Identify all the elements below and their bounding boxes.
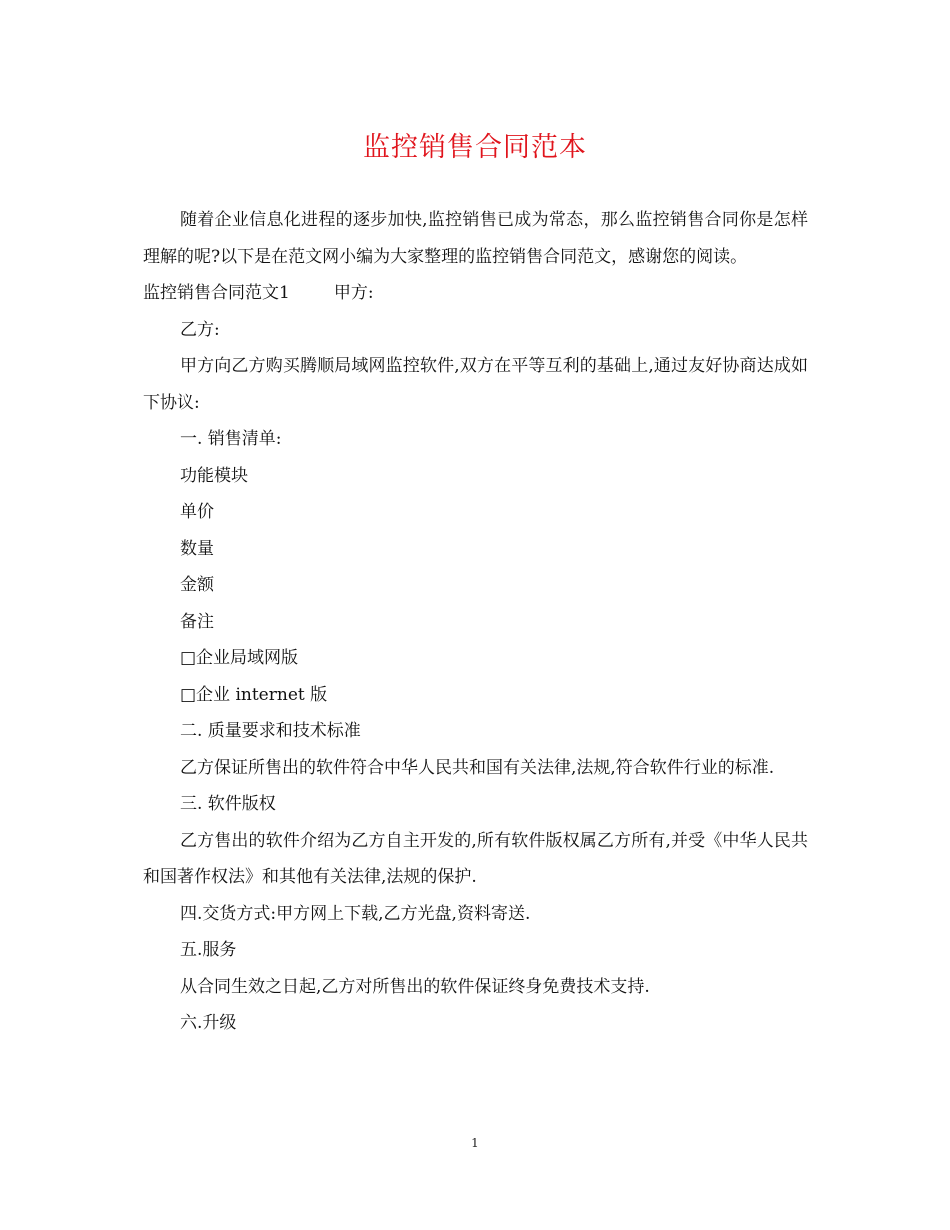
agreement-paragraph: 甲方向乙方购买腾顺局域网监控软件,双方在平等互利的基础上,通过友好协商达成如下协议: xyxy=(143,356,808,413)
quality-paragraph: 乙方保证所售出的软件符合中华人民共和国有关法律,法规,符合软件行业的标准. xyxy=(180,757,775,778)
section-quality-standards: 二. 质量要求和技术标准 xyxy=(180,721,361,741)
document-title: 监控销售合同范本 xyxy=(363,132,587,163)
section-delivery-method: 四.交货方式:甲方网上下载,乙方光盘,资料寄送. xyxy=(180,903,531,924)
section-software-copyright: 三. 软件版权 xyxy=(180,794,276,814)
list-item-amount: 金额 xyxy=(180,575,214,595)
list-item-remarks: 备注 xyxy=(180,611,214,632)
contract-sample-heading: 监控销售合同范文1 xyxy=(143,283,290,303)
list-item-unit-price: 单价 xyxy=(180,502,214,522)
copyright-paragraph: 乙方售出的软件介绍为乙方自主开发的,所有软件版权属乙方所有,并受《中华人民共和国著作权法》和其他有关法律,法规的保护. xyxy=(143,830,808,887)
option-lan-edition: □企业局域网版 xyxy=(180,648,299,668)
option-internet-edition: □企业 internet 版 xyxy=(180,684,328,705)
intro-paragraph: 随着企业信息化进程的逐步加快,监控销售已成为常态，那么监控销售合同你是怎样理解的呢?以下是在范文网小编为大家整理的监控销售合同范文，感谢您的阅读。 xyxy=(143,210,808,267)
contract-heading-line xyxy=(143,275,808,312)
section-sales-list: 一. 销售清单: xyxy=(180,429,282,449)
list-item-quantity: 数量 xyxy=(180,538,214,559)
section-service: 五.服务 xyxy=(180,940,237,960)
page-number: 1 xyxy=(471,1136,479,1150)
section-upgrade: 六.升级 xyxy=(180,1013,237,1033)
service-paragraph: 从合同生效之日起,乙方对所售出的软件保证终身免费技术支持. xyxy=(180,976,650,997)
party-b-label: 乙方: xyxy=(180,319,220,340)
list-item-function-module: 功能模块 xyxy=(180,465,248,486)
party-a-label: 甲方: xyxy=(333,283,374,303)
document-body xyxy=(143,202,808,1042)
